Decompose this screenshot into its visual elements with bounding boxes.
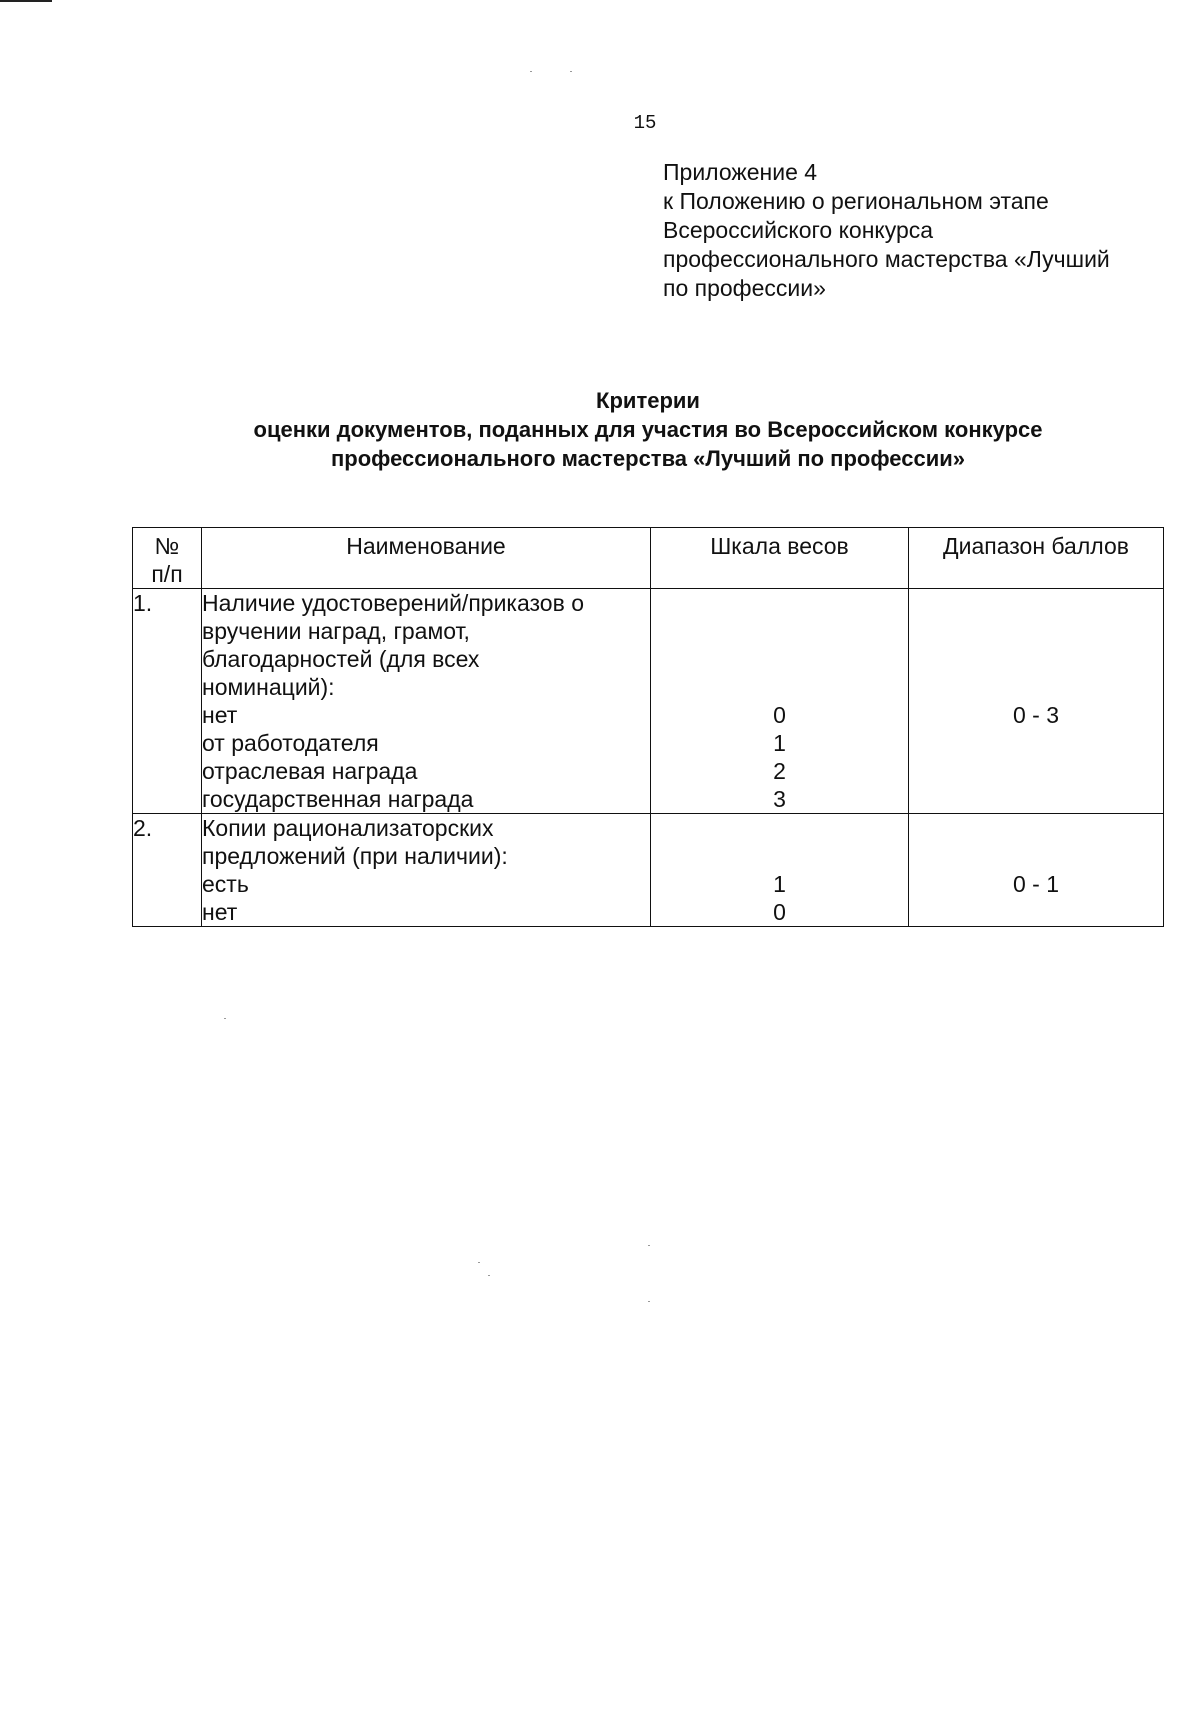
criterion-description-line: Наличие удостоверений/приказов о	[202, 590, 584, 616]
document-title	[132, 386, 1164, 473]
criteria-table	[132, 527, 1164, 927]
header-name: Наименование	[202, 528, 651, 589]
header-score-range: Диапазон баллов	[909, 528, 1164, 589]
weight-scale	[651, 814, 909, 927]
criterion-option: есть	[202, 871, 249, 897]
criterion-option: нет	[202, 702, 238, 728]
criterion-description-line: номинаций):	[202, 674, 335, 700]
weight-value: 3	[773, 786, 786, 812]
score-range	[909, 814, 1164, 927]
scan-speck	[488, 1275, 490, 1276]
header-number-line: п/п	[151, 561, 183, 587]
score-range	[909, 589, 1164, 814]
appendix-line: Всероссийского конкурса	[663, 217, 934, 243]
page-number: 15	[633, 112, 657, 134]
criterion-name	[202, 589, 651, 814]
weight-scale	[651, 589, 909, 814]
appendix-note	[663, 158, 1183, 303]
appendix-line: Приложение 4	[663, 159, 818, 185]
header-number	[133, 528, 202, 589]
scan-edge-mark	[0, 0, 52, 2]
criterion-description-line: вручении наград, грамот,	[202, 618, 470, 644]
weight-value: 2	[773, 758, 786, 784]
title-line: профессионального мастерства «Лучший по профессии»	[330, 446, 965, 471]
criterion-option: нет	[202, 899, 238, 925]
scan-speck	[648, 1245, 650, 1246]
score-range-value: 0 - 3	[1012, 702, 1060, 728]
table-row	[133, 814, 1164, 927]
criterion-description-line: Копии рационализаторских	[202, 815, 494, 841]
weight-value: 1	[773, 871, 786, 897]
header-number-line: №	[154, 533, 180, 559]
appendix-line: по профессии»	[663, 275, 826, 301]
title-line: оценки документов, поданных для участия во Всероссийском конкурсе	[253, 417, 1043, 442]
row-number: 1.	[133, 589, 202, 814]
criterion-name	[202, 814, 651, 927]
title-line: Критерии	[596, 388, 700, 413]
criterion-option: государственная награда	[202, 786, 474, 812]
table-header-row	[133, 528, 1164, 589]
criterion-description-line: благодарностей (для всех	[202, 646, 480, 672]
score-range-value: 0 - 1	[1012, 871, 1060, 897]
row-number: 2.	[133, 814, 202, 927]
appendix-line: профессионального мастерства «Лучший	[663, 246, 1110, 272]
weight-value: 0	[773, 899, 786, 925]
criterion-description-line: предложений (при наличии):	[202, 843, 508, 869]
weight-value: 1	[773, 730, 786, 756]
weight-value: 0	[773, 702, 786, 728]
table-row	[133, 589, 1164, 814]
scan-speck	[224, 1018, 226, 1019]
scan-speck	[478, 1262, 480, 1263]
scan-speck	[648, 1301, 650, 1302]
criterion-option: отраслевая награда	[202, 758, 418, 784]
header-weight-scale: Шкала весов	[651, 528, 909, 589]
scan-speck	[570, 71, 572, 72]
criterion-option: от работодателя	[202, 730, 379, 756]
scan-speck	[530, 71, 532, 72]
appendix-line: к Положению о региональном этапе	[663, 188, 1049, 214]
